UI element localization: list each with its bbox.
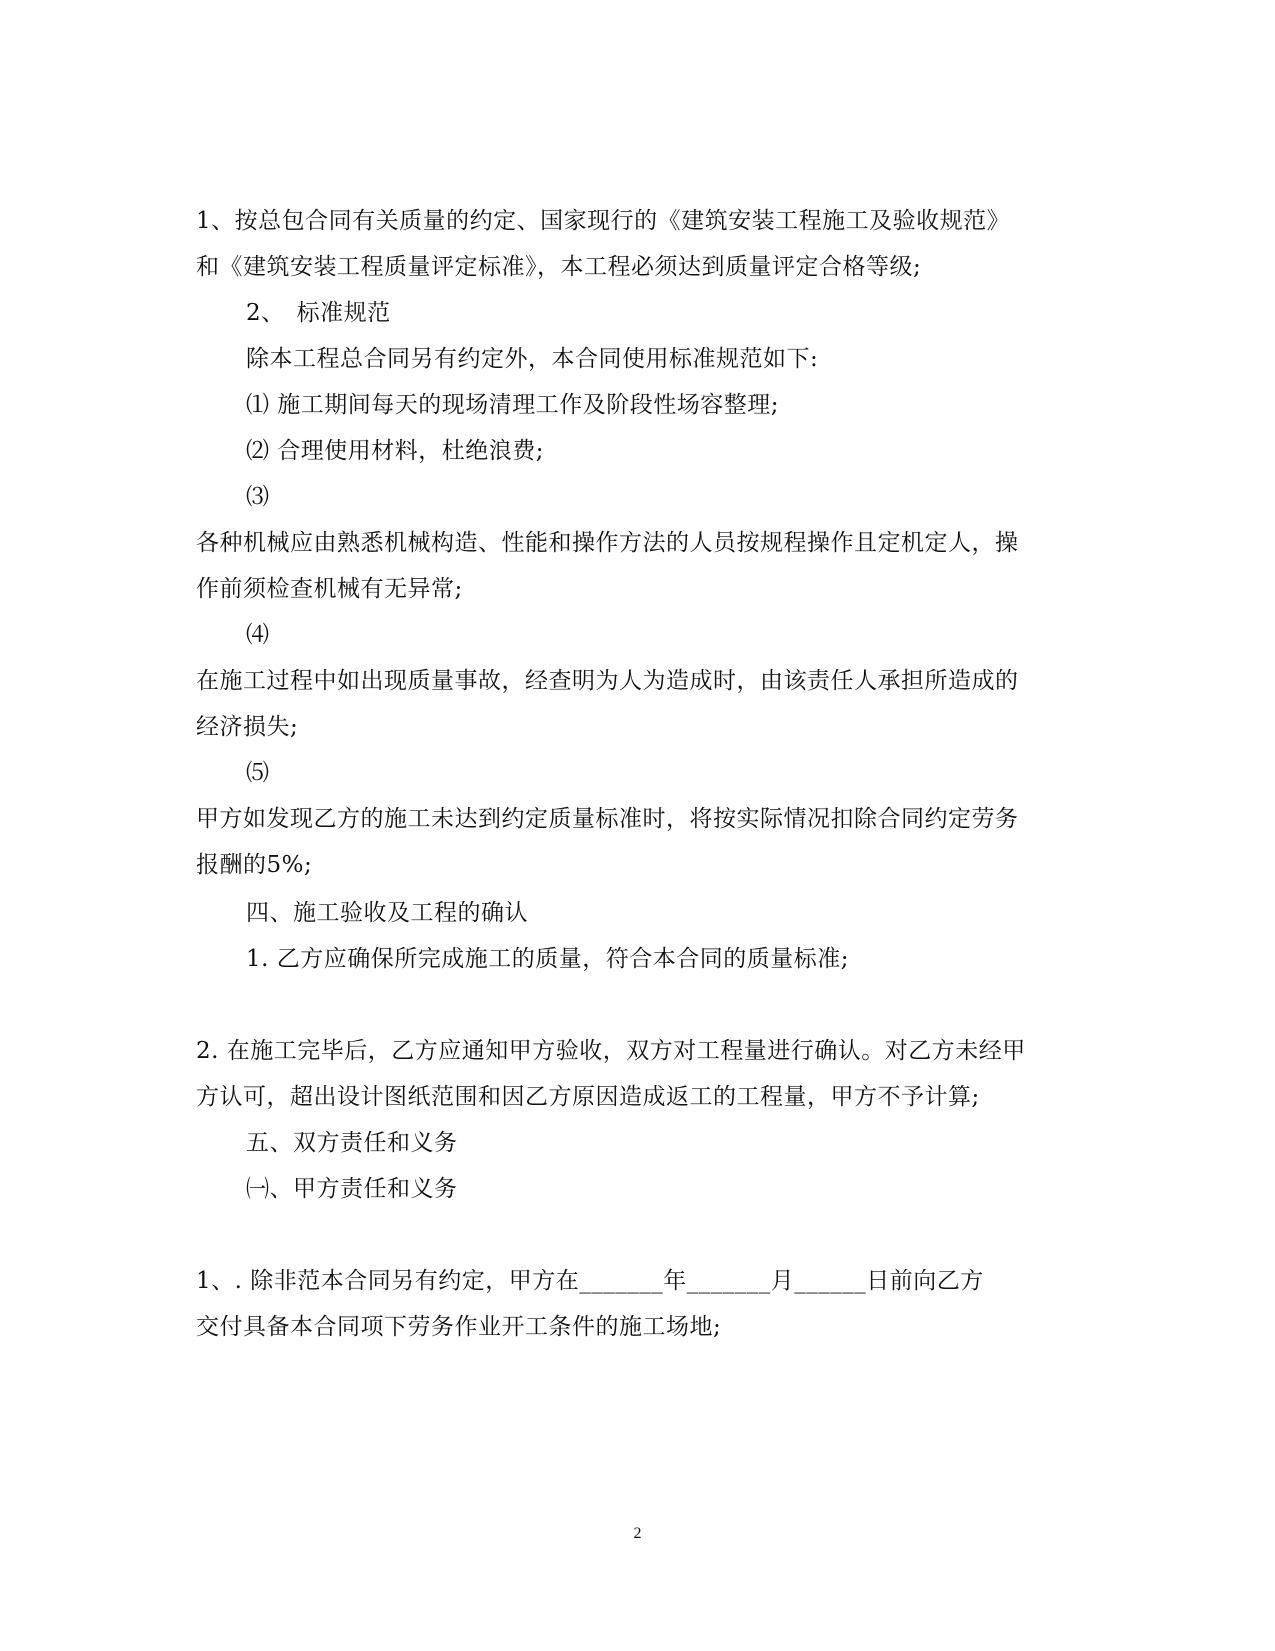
paragraph-line: 除本工程总合同另有约定外，本合同使用标准规范如下: [246,346,819,372]
paragraph-line: 1、按总包合同有关质量的约定、国家现行的《建筑安装工程施工及验收规范》 [196,208,1011,234]
paragraph-line: 方认可，超出设计图纸范围和因乙方原因造成返工的工程量，甲方不予计算; [196,1084,980,1110]
list-item: ⑴ 施工期间每天的现场清理工作及阶段性场容整理; [246,392,780,418]
section-heading: 五、双方责任和义务 [246,1130,458,1156]
paragraph-line: 经济损失; [196,714,299,740]
paragraph-line: 在施工过程中如出现质量事故，经查明为人为造成时，由该责任人承担所造成的 [196,668,1019,694]
paragraph-line: 各种机械应由熟悉机械构造、性能和操作方法的人员按规程操作且定机定人，操 [196,530,1019,556]
paragraph-line: 交付具备本合同项下劳务作业开工条件的施工场地; [196,1314,722,1340]
section-heading: 2、 标准规范 [246,300,391,326]
subsection-heading: ㈠、甲方责任和义务 [246,1176,458,1202]
list-item-marker: ⑷ [246,622,270,648]
page-number: 2 [633,1525,642,1542]
paragraph-line: 2. 在施工完毕后，乙方应通知甲方验收，双方对工程量进行确认。对乙方未经甲 [196,1038,1026,1064]
list-item-marker: ⑶ [246,484,270,510]
paragraph-line: 1. 乙方应确保所完成施工的质量，符合本合同的质量标准; [246,946,850,972]
paragraph-line: 甲方如发现乙方的施工未达到约定质量标准时，将按实际情况扣除合同约定劳务 [196,806,1019,832]
paragraph-line: 和《建筑安装工程质量评定标准》，本工程必须达到质量评定合格等级; [196,254,922,280]
list-item: ⑵ 合理使用材料，杜绝浪费; [246,438,545,464]
section-heading: 四、施工验收及工程的确认 [246,900,528,926]
list-item-marker: ⑸ [246,760,270,786]
paragraph-line: 作前须检查机械有无异常; [196,576,463,602]
paragraph-line: 1、. 除非范本合同另有约定，甲方在_______年_______月______日前向乙方 [196,1268,984,1294]
paragraph-line: 报酬的5%; [196,852,313,878]
